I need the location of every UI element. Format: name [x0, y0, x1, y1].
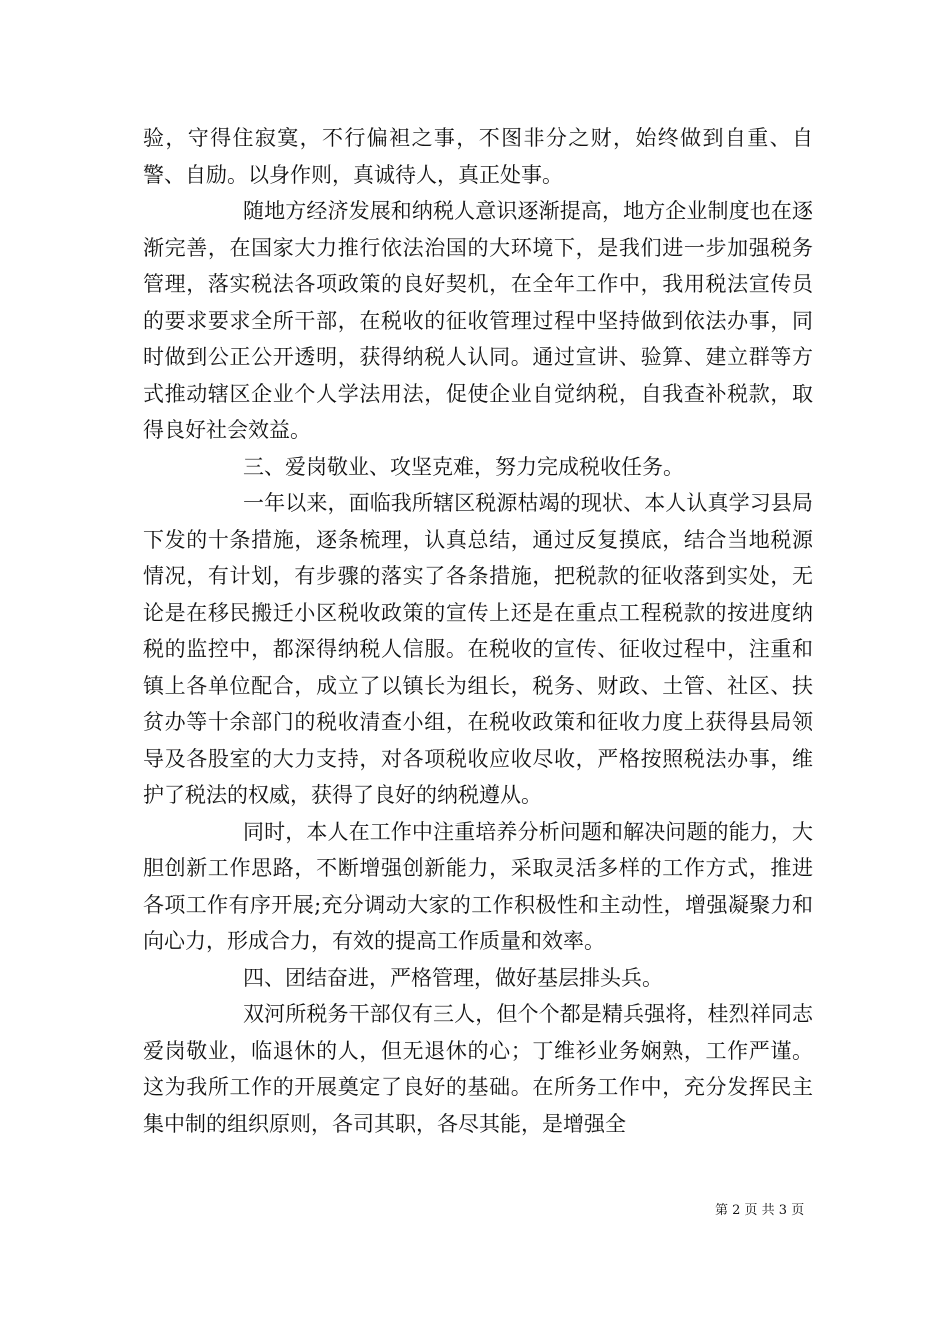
paragraph-4: 一年以来，面临我所辖区税源枯竭的现状、本人认真学习县局下发的十条措施，逐条梳理，认真总结，通过反复摸底，结合当地税源情况，有计划，有步骤的落实了各条措施，把税款的征收落到实处，无论是在移民搬迁小区税收政策的宣传上还是在重点工程税款的按进度纳税的监控中，都深得纳税人信服。在税收的宣传、征收过程中，注重和镇上各单位配合，成立了以镇长为组长，税务、财政、土管、社区、扶贫办等十余部门的税收清查小组，在税收政策和征收力度上获得县局领导及各股室的大力支持，对各项税收应收尽收，严格按照税法办事，维护了税法的权威，获得了良好的纳税遵从。: [143, 491, 813, 807]
section-heading-3: 三、爱岗敬业、攻坚克难，努力完成税收任务。: [243, 454, 684, 479]
paragraph-7: 双河所税务干部仅有三人，但个个都是精兵强将，桂烈祥同志爱岗敬业，临退休的人，但无退休的心；丁维衫业务娴熟，工作严谨。这为我所工作的开展奠定了良好的基础。在所务工作中，充分发挥民主集中制的组织原则，各司其职，各尽其能，是增强全: [143, 1002, 813, 1136]
page-number-footer: 第 2 页 共 3 页: [715, 1203, 805, 1218]
paragraph-5: 同时，本人在工作中注重培养分析问题和解决问题的能力，大胆创新工作思路，不断增强创新能力，采取灵活多样的工作方式，推进各项工作有序开展;充分调动大家的工作积极性和主动性，增强凝聚力和向心力，形成合力，有效的提高工作质量和效率。: [143, 819, 813, 953]
paragraph-1: 验，守得住寂寞，不行偏袒之事，不图非分之财，始终做到自重、自警、自励。以身作则，真诚待人，真正处事。: [143, 126, 813, 187]
document-body: [143, 120, 813, 1142]
section-heading-4: 四、团结奋进，严格管理，做好基层排头兵。: [243, 965, 663, 990]
paragraph-2: 随地方经济发展和纳税人意识逐渐提高，地方企业制度也在逐渐完善，在国家大力推行依法治国的大环境下，是我们进一步加强税务管理，落实税法各项政策的良好契机，在全年工作中，我用税法宣传员的要求要求全所干部，在税收的征收管理过程中坚持做到依法办事，同时做到公正公开透明，获得纳税人认同。通过宣讲、验算、建立群等方式推动辖区企业个人学法用法，促使企业自觉纳税，自我查补税款，取得良好社会效益。: [143, 199, 813, 442]
